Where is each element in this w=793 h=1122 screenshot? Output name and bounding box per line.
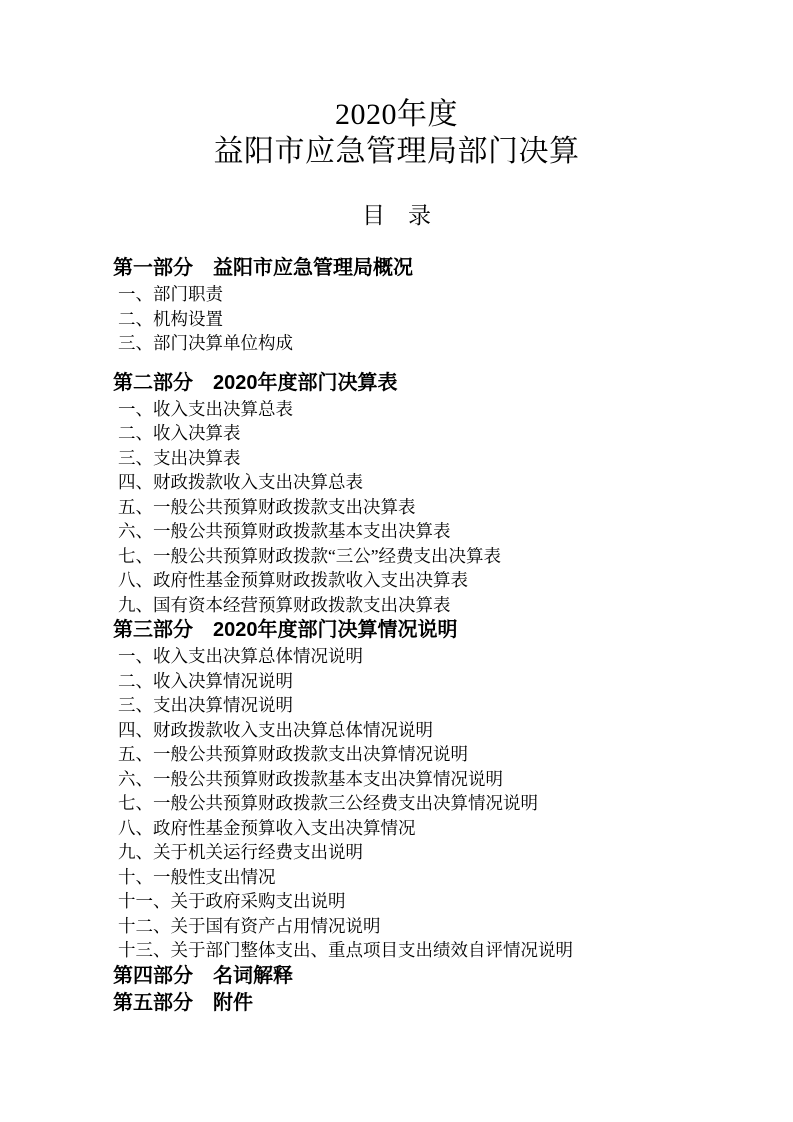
toc-item: 一、收入支出决算总体情况说明 [118, 646, 363, 666]
toc-section-items [113, 644, 733, 963]
toc-item: 二、机构设置 [118, 308, 223, 329]
toc-section-part3 [113, 617, 733, 963]
toc-item: 三、部门决算单位构成 [118, 333, 293, 353]
toc-section-heading: 第四部分 名词解释 [113, 964, 293, 987]
toc-item: 六、一般公共预算财政拨款基本支出决算情况说明 [118, 768, 503, 789]
toc-item: 七、一般公共预算财政拨款三公经费支出决算情况说明 [118, 793, 538, 813]
toc-section-part4 [113, 963, 733, 990]
toc-section-part1 [113, 255, 733, 356]
toc-item: 七、一般公共预算财政拨款“三公”经费支出决算表 [118, 545, 502, 566]
toc-section-part5 [113, 990, 733, 1017]
toc-item: 三、支出决算表 [118, 447, 241, 468]
toc-section-part2 [113, 370, 733, 618]
document-title-line-2: 益阳市应急管理局部门决算 [213, 135, 580, 168]
toc-item: 九、国有资本经营预算财政拨款支出决算表 [118, 594, 451, 615]
table-of-contents [113, 255, 733, 1017]
toc-item: 三、支出决算情况说明 [118, 695, 293, 715]
toc-item: 四、财政拨款收入支出决算总表 [118, 472, 363, 492]
toc-section-heading: 第三部分 2020年度部门决算情况说明 [113, 619, 458, 641]
toc-item: 二、收入决算表 [118, 423, 241, 443]
toc-item: 八、政府性基金预算财政拨款收入支出决算表 [118, 570, 468, 590]
toc-item: 十二、关于国有资产占用情况说明 [118, 915, 381, 936]
document-title-line-1: 2020年度 [335, 98, 458, 131]
toc-item: 五、一般公共预算财政拨款支出决算情况说明 [118, 744, 468, 764]
toc-section-items [113, 397, 733, 618]
toc-item: 二、收入决算情况说明 [118, 670, 293, 691]
toc-item: 八、政府性基金预算收入支出决算情况 [118, 817, 416, 838]
toc-item: 十三、关于部门整体支出、重点项目支出绩效自评情况说明 [118, 940, 573, 960]
toc-section-heading: 第一部分 益阳市应急管理局概况 [113, 257, 413, 279]
toc-item: 一、收入支出决算总表 [118, 398, 293, 419]
toc-section-heading: 第五部分 附件 [113, 991, 253, 1014]
toc-section-heading: 第二部分 2020年度部门决算表 [113, 371, 398, 394]
toc-item: 十一、关于政府采购支出说明 [118, 891, 346, 911]
toc-item: 六、一般公共预算财政拨款基本支出决算表 [118, 521, 451, 541]
toc-item: 一、部门职责 [118, 284, 223, 304]
toc-item: 五、一般公共预算财政拨款支出决算表 [118, 496, 416, 517]
toc-item: 九、关于机关运行经费支出说明 [118, 842, 363, 862]
document-title-block [0, 0, 793, 170]
toc-section-items [113, 282, 733, 356]
toc-heading: 目 录 [362, 203, 431, 228]
toc-item: 四、财政拨款收入支出决算总体情况说明 [118, 719, 433, 740]
toc-item: 十、一般性支出情况 [118, 866, 276, 887]
